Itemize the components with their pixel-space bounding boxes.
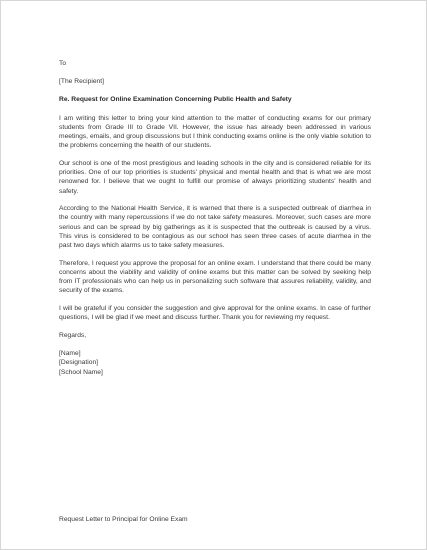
- signature-designation: [Designation]: [59, 359, 99, 367]
- paragraph-request: Therefore, I request you approve the proposal for an online exam. I understand that there could be many concerns about the viability and validity of online exams but this matter can be solved by seeking help from IT professionals who can help us in personalizing such software that assures reliability, validity, and security of the exams.: [59, 259, 371, 295]
- footer-caption: Request Letter to Principal for Online Exam: [59, 516, 188, 523]
- paragraph-health-service: According to the National Health Service, it is warned that there is a suspected outbreak of diarrhea in the country with many repercussions if we do not take safety measures. Moreover, such cases are more serious and can be spread by big gatherings as it is suspected that the outbreak is caused by a virus. This virus is considered to be contagious as our school has seen three cases of acute diarrhea in the past two days which alarms us to take safety measures.: [59, 205, 371, 250]
- signature-block: [59, 349, 371, 377]
- paragraph-intro: I am writing this letter to bring your kind attention to the matter of conducting exams for our primary students from Grade III to Grade VII. However, the issue has already been addressed in various meetings, emails, and group discussions but I think conducting exams online is the only viable solution to the problems concerning the health of our students.: [59, 114, 371, 150]
- letter-body: [59, 59, 371, 377]
- recipient-placeholder: [The Recipient]: [59, 78, 104, 86]
- paragraph-school: Our school is one of the most prestigious and leading schools in the city and is considered reliable for its priorities. One of our top priorities is students' physical and mental health and that is what we are most renowned for. I believe that we ought to fulfill our promise of always prioritizing students' health and safety.: [59, 159, 371, 195]
- paragraph-closing: I will be grateful if you consider the suggestion and give approval for the online exams. In case of further questions, I will be glad if we meet and discuss further. Thank you for reviewing my request.: [59, 305, 371, 322]
- subject-line: Re. Request for Online Examination Concerning Public Health and Safety: [59, 96, 292, 104]
- signature-name: [Name]: [59, 350, 81, 358]
- signature-school: [School Name]: [59, 368, 103, 376]
- closing-salutation: Regards,: [59, 331, 87, 339]
- to-label: To: [59, 60, 67, 67]
